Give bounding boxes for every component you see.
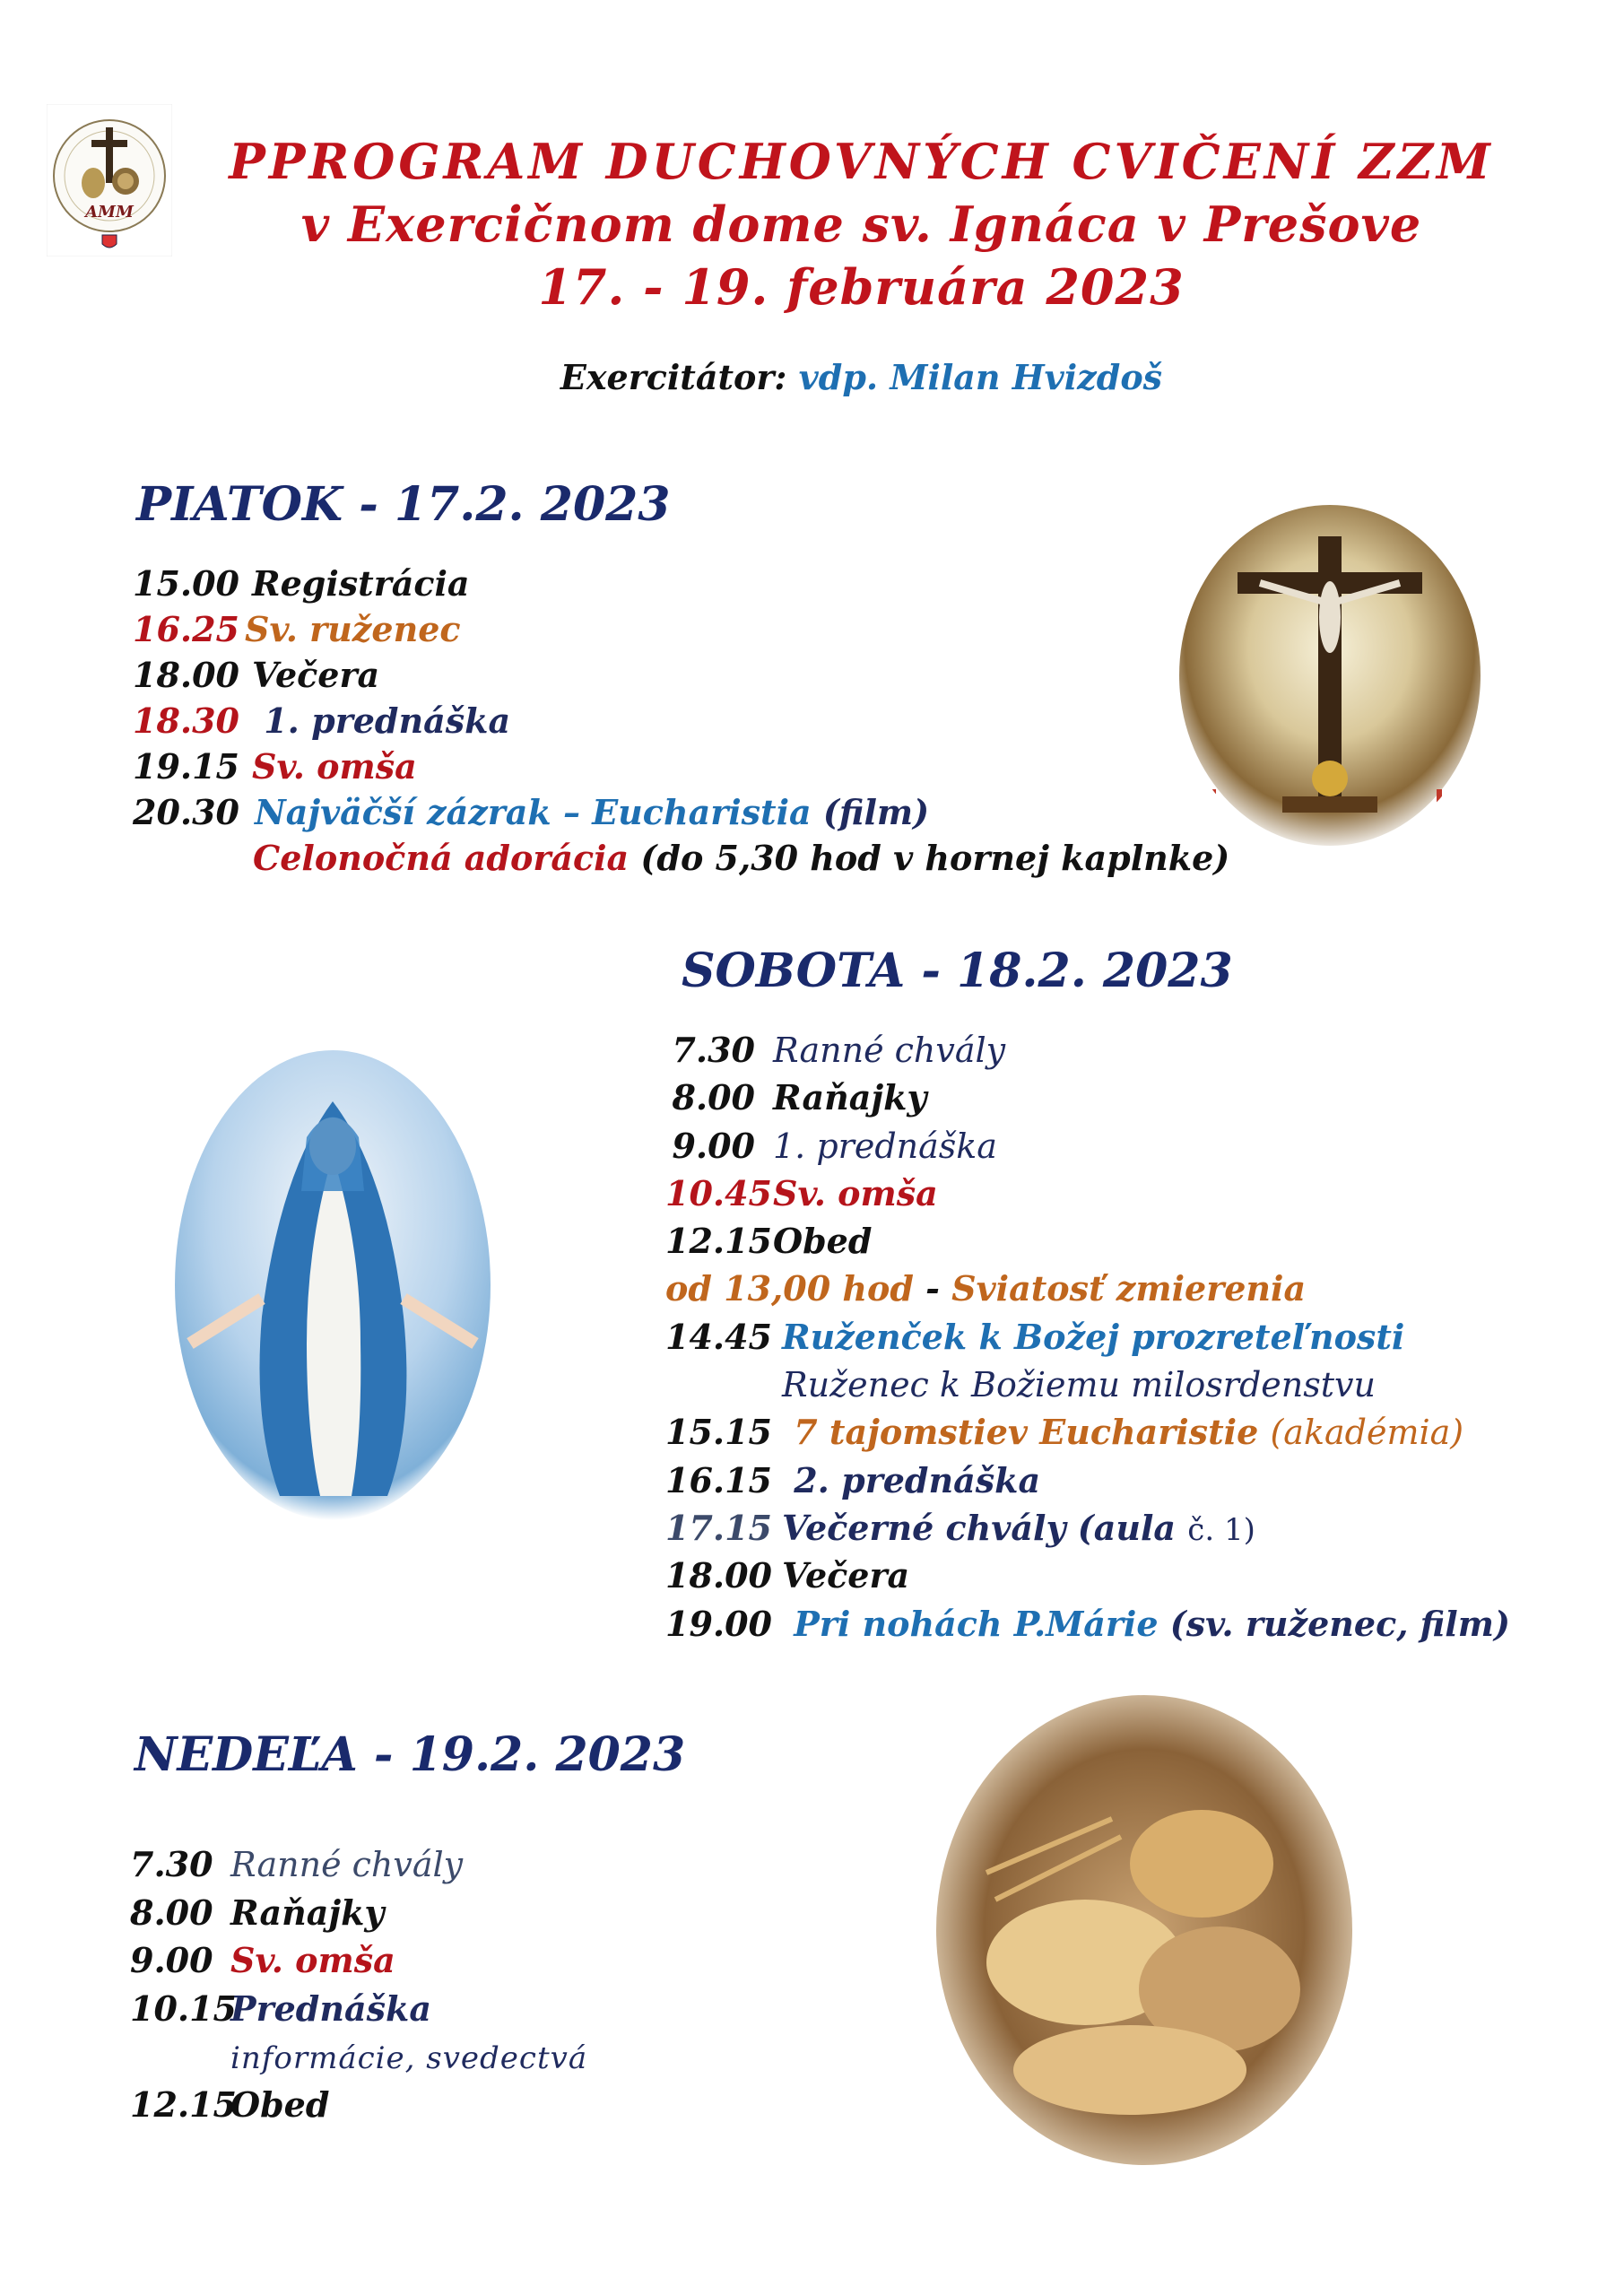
item-time: 16.25 xyxy=(133,609,239,649)
item-text: Sv. omša xyxy=(252,746,417,787)
schedule-item xyxy=(130,1892,587,1941)
item-text: Ruženček k Božej prozreteľnosti xyxy=(782,1316,1405,1357)
saturday-schedule xyxy=(665,1030,1510,1651)
item-time: 18.30 xyxy=(133,700,239,741)
schedule-item xyxy=(133,838,1229,883)
schedule-item xyxy=(665,1508,1510,1555)
item-time: 18.00 xyxy=(133,655,239,695)
item-text: Celonočná adorácia xyxy=(253,838,630,878)
item-text: 1. prednáška xyxy=(773,1126,997,1166)
item-text: 2. prednáška xyxy=(782,1459,1041,1500)
item-text: 7 tajomstiev Eucharistie xyxy=(782,1412,1259,1453)
schedule-item xyxy=(665,1268,1510,1316)
item-text: Raňajky xyxy=(773,1077,927,1118)
item-text: Večerné chvály xyxy=(782,1507,1066,1548)
item-time: 7.30 xyxy=(672,1030,755,1070)
saturday-heading: SOBOTA - 18.2. 2023 xyxy=(682,944,1233,998)
schedule-item xyxy=(133,792,1229,838)
item-time: 15.15 xyxy=(665,1412,772,1453)
item-text: Najväčší zázrak – Eucharistia xyxy=(255,792,812,832)
sunday-schedule xyxy=(130,1844,587,2132)
item-time: 8.00 xyxy=(672,1077,755,1118)
schedule-item xyxy=(665,1364,1510,1412)
item-text: Ruženec k Božiemu milosrdenstvu xyxy=(782,1365,1376,1405)
friday-heading: PIATOK - 17.2. 2023 xyxy=(136,477,671,532)
crucifix-picture xyxy=(1175,500,1485,850)
item-extra: (do 5,30 hod v hornej kaplnke) xyxy=(629,838,1230,878)
item-text: Obed xyxy=(230,2083,330,2125)
svg-text:AMM: AMM xyxy=(85,203,134,222)
item-text: Večera xyxy=(252,655,380,695)
item-time: 10.15 xyxy=(130,1987,237,2029)
exercitator xyxy=(0,357,1624,397)
item-time: 10.45 xyxy=(665,1172,772,1213)
schedule-item xyxy=(130,1988,587,2037)
item-time: 19.15 xyxy=(133,746,239,787)
schedule-item xyxy=(665,1460,1510,1508)
item-text: Obed xyxy=(773,1221,873,1262)
item-time: 20.30 xyxy=(133,792,239,832)
schedule-item xyxy=(665,1412,1510,1459)
item-time: od 13,00 hod xyxy=(665,1268,914,1309)
item-time: 8.00 xyxy=(130,1892,213,1933)
item-text: Sv. omša xyxy=(773,1172,938,1213)
item-time: 9.00 xyxy=(672,1125,755,1166)
schedule-item xyxy=(130,2084,587,2133)
item-text: Sviatosť zmierenia xyxy=(951,1268,1307,1309)
item-text: Raňajky xyxy=(230,1892,385,1933)
item-extra: (aula xyxy=(1077,1507,1177,1548)
schedule-item xyxy=(665,1317,1510,1364)
item-time: 19.00 xyxy=(665,1603,772,1644)
title-line-3: 17. - 19. februára 2023 xyxy=(538,258,1185,316)
schedule-item xyxy=(133,563,1229,609)
item-time: 17.15 xyxy=(665,1507,772,1548)
item-text: Registrácia xyxy=(252,563,470,604)
title-line-1: PPROGRAM DUCHOVNÝCH CVIČENÍ ZZM xyxy=(229,133,1494,190)
item-time: 16.15 xyxy=(665,1459,772,1500)
item-time: 9.00 xyxy=(130,1940,213,1980)
schedule-item xyxy=(665,1221,1510,1268)
item-text: Večera xyxy=(782,1555,910,1596)
item-text: Sv. omša xyxy=(230,1940,395,1980)
schedule-item xyxy=(133,655,1229,700)
item-extra: (film) xyxy=(822,792,930,832)
bread-picture xyxy=(933,1693,1356,2167)
virgin-mary-picture xyxy=(172,1048,493,1523)
item-time: 7.30 xyxy=(130,1844,213,1884)
item-text: informácie, svedectvá xyxy=(230,2040,588,2076)
item-separator: - xyxy=(913,1268,952,1309)
item-text: Prednáška xyxy=(230,1987,431,2029)
item-time: 12.15 xyxy=(665,1221,772,1262)
schedule-item xyxy=(665,1077,1510,1125)
item-time: 15.00 xyxy=(133,563,239,604)
schedule-item xyxy=(665,1126,1510,1173)
item-time: 12.15 xyxy=(130,2083,237,2125)
schedule-item xyxy=(133,746,1229,792)
item-text: Ranné chvály xyxy=(773,1031,1006,1070)
item-text: Pri nohách P.Márie xyxy=(782,1603,1159,1644)
item-text: Ranné chvály xyxy=(230,1845,464,1884)
schedule-item xyxy=(133,609,1229,655)
schedule-item xyxy=(130,1844,587,1892)
sunday-heading: NEDEĽA - 19.2. 2023 xyxy=(135,1727,686,1782)
item-time: 14.45 xyxy=(665,1316,772,1357)
exercitator-label: Exercitátor: xyxy=(560,357,787,397)
item-extra: (sv. ruženec, film) xyxy=(1169,1603,1510,1644)
item-extra: (akadémia) xyxy=(1270,1413,1464,1453)
item-extra2: č. 1) xyxy=(1187,1511,1255,1548)
schedule-item xyxy=(133,700,1229,746)
schedule-item xyxy=(130,1940,587,1988)
item-text: 1. prednáška xyxy=(252,700,511,741)
item-text: Sv. ruženec xyxy=(245,609,461,649)
schedule-item xyxy=(665,1030,1510,1077)
title-line-2: v Exercičnom dome sv. Ignáca v Prešove xyxy=(300,196,1422,253)
schedule-item xyxy=(665,1555,1510,1603)
schedule-item xyxy=(130,2036,587,2084)
exercitator-name: vdp. Milan Hvizdoš xyxy=(798,357,1163,397)
schedule-item xyxy=(665,1173,1510,1221)
schedule-item xyxy=(665,1604,1510,1651)
friday-schedule xyxy=(133,563,1229,883)
item-time: 18.00 xyxy=(665,1555,772,1596)
